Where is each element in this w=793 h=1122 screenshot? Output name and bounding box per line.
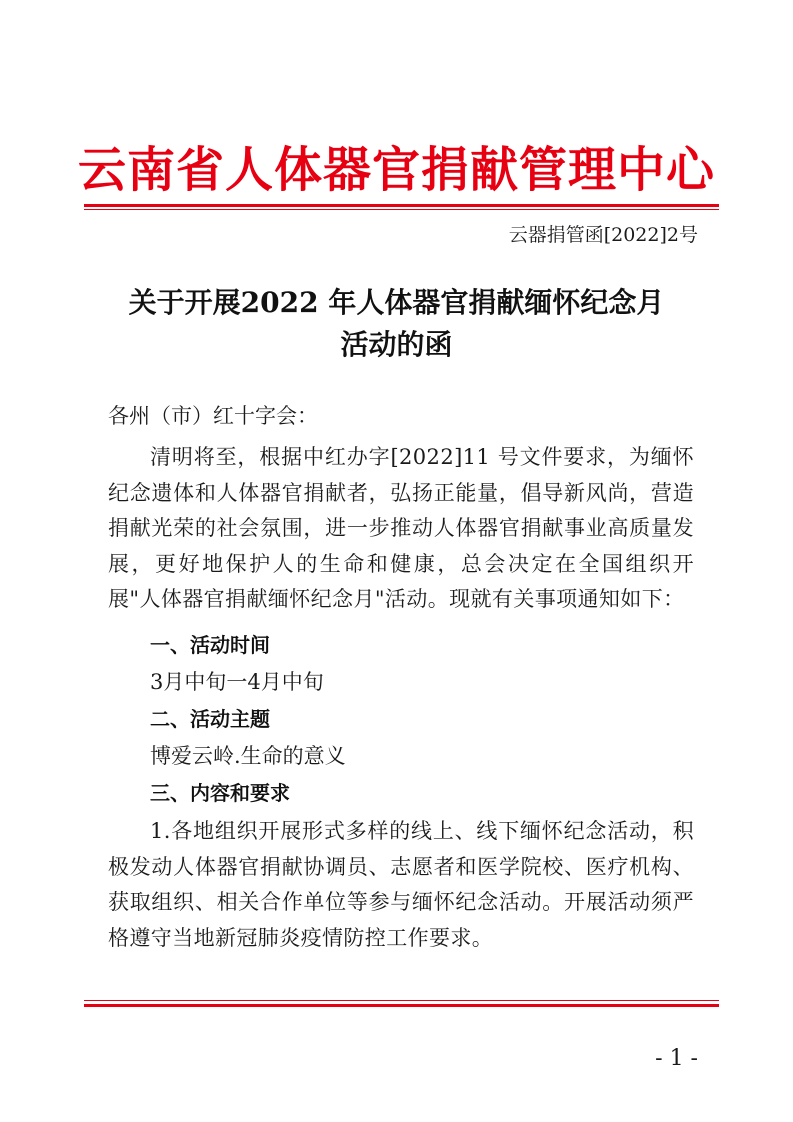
section-content-theme: 博爱云岭.生命的意义 — [150, 744, 346, 768]
page-number: - 1 - — [655, 1046, 698, 1071]
section-heading-requirements: 三、内容和要求 — [150, 781, 290, 805]
section-heading-time: 一、活动时间 — [150, 633, 270, 657]
letterhead-org-name: 云南省人体器官捐献管理中心 — [77, 142, 715, 198]
document-title-line-1: 关于开展2022 年人体器官捐献缅怀纪念月 — [128, 286, 665, 319]
section-content-requirements: 1.各地组织开展形式多样的线上、线下缅怀纪念活动，积极发动人体器官捐献协调员、志愿者和医学院校、医疗机构、获取组织、相关合作单位等参与缅怀纪念活动。开展活动须严格遵守当地新冠肺炎疫情防控工作要求。 — [108, 819, 694, 950]
letterhead-red-rule-thin — [84, 209, 719, 210]
footer-red-rule-thin — [84, 1000, 719, 1001]
document-title-line-2: 活动的函 — [340, 328, 453, 361]
section-heading-theme: 二、活动主题 — [150, 707, 270, 731]
intro-paragraph: 清明将至，根据中红办字[2022]11 号文件要求，为缅怀纪念遗体和人体器官捐献者，弘扬正能量，倡导新风尚，营造捐献光荣的社会氛围，进一步推动人体器官捐献事业高质量发展，更好地保护人的生命和健康，总会决定在全国组织开展"人体器官捐献缅怀纪念月"活动。现就有关事项通知如下： — [108, 445, 694, 611]
document-number: 云器捐管函[2022]2号 — [508, 224, 698, 246]
letterhead-red-rule-thick — [84, 204, 719, 207]
salutation: 各州（市）红十字会： — [108, 404, 318, 428]
footer-red-rule-thick — [84, 1004, 719, 1007]
section-content-time: 3月中旬一4月中旬 — [150, 670, 324, 694]
